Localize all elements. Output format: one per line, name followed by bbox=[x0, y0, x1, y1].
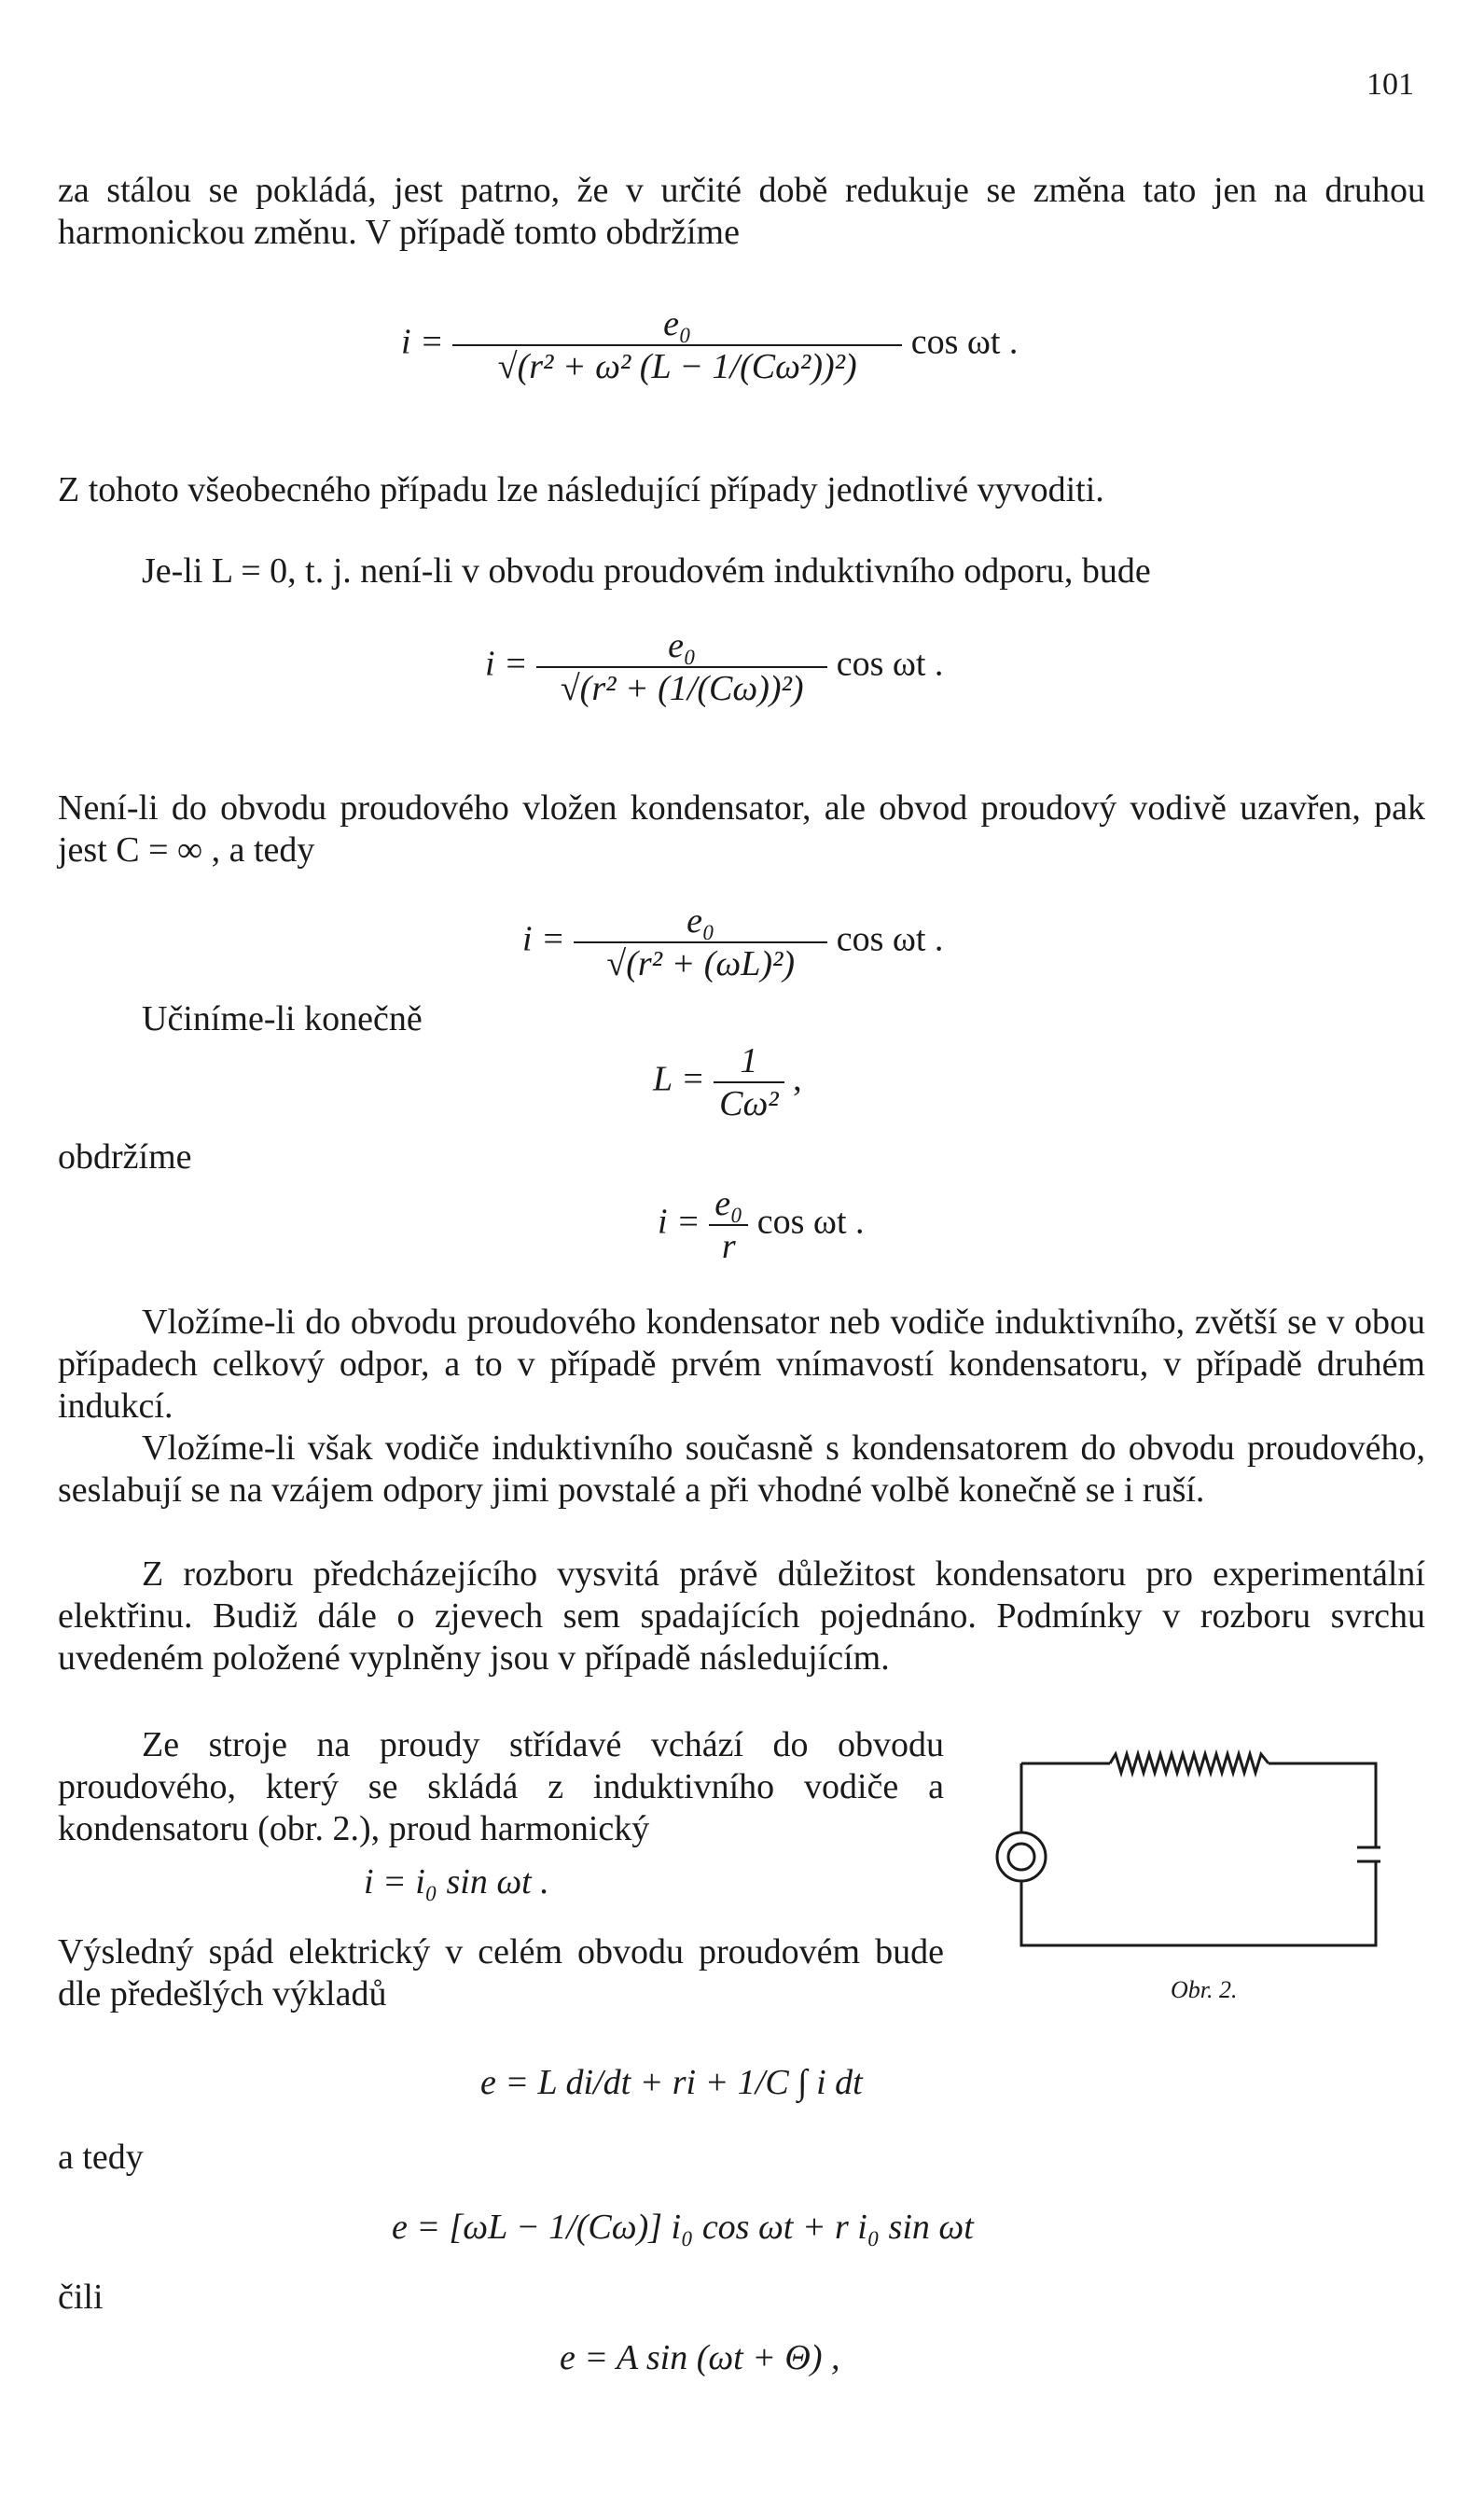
circuit-wire-bottom bbox=[1021, 1861, 1376, 1945]
paragraph-12: a tedy bbox=[58, 2138, 144, 2177]
paragraph-8: Vložíme-li však vodiče induktivního současně s kondensatorem do obvodu proudového, seslabují se na vzájem odpory jimi povstalé a při vhodné volbě konečně se i ruší. bbox=[58, 1428, 1425, 1510]
equation-3-lhs: i = bbox=[522, 919, 565, 959]
equation-1-fraction bbox=[452, 303, 902, 387]
equation-4-numerator: 1 bbox=[714, 1040, 784, 1083]
paragraph-6: obdržíme bbox=[58, 1137, 192, 1177]
equation-5-lhs: i = bbox=[658, 1202, 700, 1242]
equation-1-lhs: i = bbox=[401, 322, 444, 362]
equation-4-denominator: Cω² bbox=[719, 1084, 779, 1123]
equation-2-numerator: e₀ bbox=[536, 625, 827, 668]
equation-5 bbox=[658, 1183, 865, 1267]
figure-caption: Obr. 2. bbox=[1171, 1976, 1238, 2003]
paragraph-10: Ze stroje na proudy střídavé vchází do obvodu proudového, který se skládá z induktivního vodiče a kondensatoru (obr. 2.), proud harmonický bbox=[58, 1725, 944, 1848]
equation-1-numerator: e₀ bbox=[452, 303, 902, 346]
equation-7: e = L di/dt + ri + 1/C ∫ i dt bbox=[480, 2063, 863, 2102]
equation-4 bbox=[653, 1040, 802, 1124]
equation-2-rhs: cos ωt . bbox=[836, 644, 944, 684]
paragraph-5: Učiníme-li konečně bbox=[142, 999, 423, 1038]
paragraph-13: čili bbox=[58, 2278, 104, 2317]
equation-9: e = A sin (ωt + Θ) , bbox=[560, 2338, 840, 2377]
inductor-coil bbox=[1110, 1754, 1269, 1773]
equation-4-fraction bbox=[714, 1040, 784, 1124]
paragraph-2: Z tohoto všeobecného případu lze následující případy jednotlivé vyvoditi. bbox=[58, 470, 1104, 509]
equation-6: i = i₀ sin ωt . bbox=[364, 1862, 549, 1902]
paragraph-1: za stálou se pokládá, jest patrno, že v určité době redukuje se změna tato jen na druhou harmonickou změnu. V případě tomto obdržíme bbox=[58, 171, 1425, 252]
generator-inner-circle bbox=[1008, 1844, 1034, 1870]
paragraph-11: Výsledný spád elektrický v celém obvodu proudovém bude dle předešlých výkladů bbox=[58, 1932, 944, 2013]
paragraph-3: Je-li L = 0, t. j. není-li v obvodu proudovém induktivního odporu, bude bbox=[142, 551, 1151, 591]
equation-5-rhs: cos ωt . bbox=[756, 1202, 865, 1242]
paragraph-9: Z rozboru předcházejícího vysvitá právě důležitost kondensatoru pro experimentální elektřinu. Budiž dále o zjevech sem spadajících pojednáno. Podmínky v rozboru svrchu uvedeném položené vyplněny jsou v případě následujícím. bbox=[58, 1554, 1425, 1678]
equation-2-denominator: √(r² + (1/(Cω))²) bbox=[560, 669, 804, 708]
equation-3-fraction bbox=[574, 900, 827, 984]
equation-3 bbox=[522, 900, 943, 984]
equation-3-denominator: √(r² + (ωL)²) bbox=[606, 944, 796, 983]
equation-5-numerator: e₀ bbox=[709, 1183, 748, 1226]
equation-1-rhs: cos ωt . bbox=[910, 322, 1019, 362]
equation-8: e = [ωL − 1/(Cω)] i₀ cos ωt + r i₀ sin ωt bbox=[392, 2208, 974, 2247]
equation-2 bbox=[485, 625, 943, 709]
circuit-wire-top-right bbox=[1269, 1763, 1376, 1847]
paragraph-4: Není-li do obvodu proudového vložen kondensator, ale obvod proudový vodivě uzavřen, pak jest C = ∞ , a tedy bbox=[58, 788, 1425, 870]
generator-outer-circle bbox=[997, 1832, 1046, 1881]
equation-1 bbox=[401, 303, 1018, 387]
page-number: 101 bbox=[1366, 67, 1414, 102]
equation-3-rhs: cos ωt . bbox=[836, 919, 944, 959]
equation-5-fraction bbox=[709, 1183, 748, 1267]
equation-1-denominator: √(r² + ω² (L − 1/(Cω²))²) bbox=[497, 347, 857, 386]
equation-2-lhs: i = bbox=[485, 644, 528, 684]
paragraph-7: Vložíme-li do obvodu proudového kondensator neb vodiče induktivního, zvětší se v obou případech celkový odpor, a to v případě prvém vnímavostí kondensatoru, v případě druhém indukcí. bbox=[58, 1303, 1425, 1426]
equation-4-lhs: L = bbox=[653, 1059, 705, 1099]
circuit-diagram bbox=[989, 1726, 1380, 1969]
equation-3-numerator: e₀ bbox=[574, 900, 827, 943]
equation-4-rhs: , bbox=[793, 1059, 802, 1099]
equation-2-fraction bbox=[536, 625, 827, 709]
equation-5-denominator: r bbox=[721, 1227, 736, 1266]
